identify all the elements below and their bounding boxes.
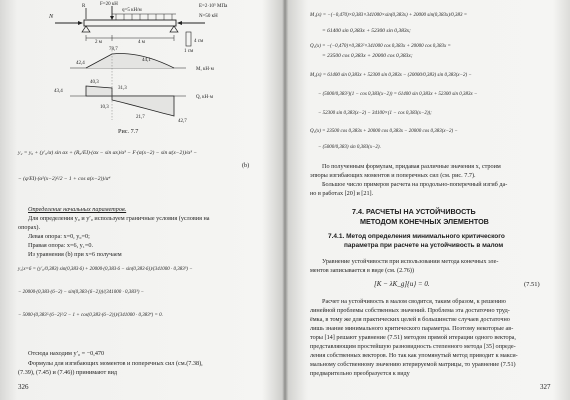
boundary-equation-line: y₂|x=6 = (y′₀/0,383) sin(0,383·6) + 20000·(0,383·6 − sin(0,383·6))/(341000 · 0,383³) − [18,267,193,272]
subsection-heading: 7.4.1. Метод определения минимального критического [328,233,505,240]
axial-arrow-left-head [78,21,83,25]
force-label: F=20 кН [100,2,118,7]
page-number-left: 326 [18,383,29,391]
right-page [288,0,570,400]
condition-line: Правая опора: x=6, y₁=0. [28,242,94,249]
formula-y2-line1: y₂ = y₀ + (y′₀/α) sin αx + (R₀/EI)·(αx − sin αx)/α³ − F·(α(x−2) − sin α(x−2))/α³ − [18,150,198,156]
moment-value: 42,4 [76,61,85,66]
dimension-2m: 2 м [95,40,102,45]
equation-m2-line: − 52300 sin 0,383(x−2) − 34100×(1 − cos 0,383(x−2)); [318,111,432,116]
paragraph-line: ёмка, в тому же для практических целей в большинстве случаев достаточно [310,316,510,323]
equation-tag: (7.51) [524,281,540,288]
subsection-heading: параметра при расчете на устойчивость в малом [344,242,504,249]
condition-line: Из уравнения (b) при x=6 получаем [28,251,122,258]
shear-value: 42,7 [178,119,187,124]
figure-caption: Рис. 7.7 [118,128,139,135]
paragraph-line: эпюры изгибающих моментов и поперечных сил (см. рис. 7.7). [310,172,476,179]
equation-q2-line: − (5000/0,383) sin 0,383(x−2). [318,145,381,150]
paragraph-line: ментов записывается в виде (см. (2.76)) [310,267,415,274]
distributed-load [112,14,176,20]
shear-value: 21,7 [136,115,145,120]
paragraph-line: линейной проблемы собственных значений. Проблема эта достаточно труд- [310,307,510,314]
paragraph-line: По полученным формулам, придавая различные значения x, строим [322,163,501,170]
axial-force-label-left: N [49,13,54,20]
beam [84,20,176,26]
moment-diagram [86,54,174,68]
equation-m1-line: = 61400 sin 0,383x + 52300 sin 0,383x; [322,28,411,34]
paragraph-line: Формулы для изгибающих моментов и поперечных сил (см.(7.38), [28,360,203,367]
cross-section [186,32,191,46]
paragraph-line: Расчет на устойчивость в малом сводится, таким образом, к решению [322,298,506,305]
dimension-4cm: 4 см [194,39,204,44]
paragraph-line: мальному собственному значению итерируемой матрицы, то уравнение (7.51) [310,361,516,368]
paragraph-line: но в работах [20] и [21]. [310,190,374,197]
equation-m1-line: M₁(x) = −(−0,470)×0,383×341000×sin(0,383x) + 20000 sin(0,383x)/0,383 = [310,13,468,18]
paragraph-line: лишь знание минимального критического параметра. Поэтому некоторые ав- [310,325,514,332]
shear-value: 31,3 [118,86,127,91]
force-arrow-head [110,16,114,20]
reaction-label: R [82,4,86,9]
paragraph-line: предварительно преобразуется к виду [310,370,410,377]
paragraph-line: Большое число примеров расчета на продольно-поперечный изгиб да- [322,181,508,188]
shear-value: 40,3 [90,80,99,85]
condition-line: Левая опора: x=0, y₀=0; [28,233,90,240]
equation-q1-line: Q₁(x) = −(−0,470)×0,383²×341000 cos 0,383x + 20000 cos 0,383x = [310,44,451,49]
right-support [170,26,178,32]
load-label: q=5 кН/м [122,8,142,13]
shear-diagram [86,86,174,116]
result-line: Отсюда находим y′₀ = −0,470 [28,350,105,357]
left-page [0,0,282,400]
equation-q1-line: = 23500 cos 0,383x + 20000 cos 0,383x; [322,53,413,59]
equation-m2-line: − (5000/0,383²)(1 − cos 0,383(x−2)) = 61400 sin 0,383x + 52300 sin 0,383x − [318,92,478,97]
moment-value: 44,1 [142,58,151,63]
moment-value: 78,7 [109,47,118,52]
equation-m2-line: M₂(x) = 61400 sin 0,383x + 52300 sin 0,383x − (20000/0,383) sin 0,383(x−2) − [310,73,472,78]
paragraph-line: торы [14] решают уравнение (7.51) методом прямой итерации одного вектора, [310,334,516,341]
shear-value: 10,3 [100,105,109,110]
page-number-right: 327 [540,383,551,391]
dimension-1cm: 1 см [184,49,194,54]
axial-arrow-right-head [177,21,182,25]
formula-tag: (b) [242,162,250,169]
equation-q2-line: Q₁(x) = 23500 cos 0,383x + 20000 cos 0,383x − 20000 cos 0,383(x−2) − [310,129,458,134]
section-heading: МЕТОДОМ КОНЕЧНЫХ ЭЛЕМЕНТОВ [360,217,489,226]
paragraph-line: ления собственных векторов. Но так как упомянутый метод приводит к макси- [310,352,518,359]
moment-axis-label: M, кН·м [196,67,214,72]
paragraph-line: опорах). [18,224,41,231]
paragraph-line: (7.39), (7.45) и (7.46)) принимают вид [18,369,118,376]
dimension-4m: 4 м [138,40,145,45]
section-title: Определение начальных параметров. [28,206,127,213]
paragraph-line: Уравнение устойчивости при использовании метода конечных эле- [322,258,499,265]
paragraph-line: Для определения y₀ и y′₀ используем граничные условия (условия на [28,215,210,222]
axial-force-label-right: N=50 кН [199,14,218,19]
shear-axis-label: Q, кН·м [196,95,213,100]
boundary-equation-line: − 5000·(0,383²·(6−2)²/2 − 1 + cos(0,383·(6−2)))/(341000 · 0,383⁴) = 0. [18,313,163,318]
paragraph-line: представляющим простейшую разновидность степенного метода [35] опреде- [310,343,516,350]
section-heading: 7.4. РАСЧЕТЫ НА УСТОЙЧИВОСТЬ [352,207,476,216]
shear-value: 43,4 [54,89,63,94]
left-support [82,26,90,32]
formula-y2-line2: − (q/EI)·(α²(x−2)²/2 − 1 + cos α(x−2))/α⁴ [18,176,111,182]
modulus-label: E=2·10⁵ МПа [199,4,228,9]
boundary-equation-line: − 20000·(0,383·(6−2) − sin(0,383·(6−2)))/(341000 · 0,383³) − [18,290,144,295]
equation-7-51: [K − λK_g]{u} = 0. [374,280,430,288]
